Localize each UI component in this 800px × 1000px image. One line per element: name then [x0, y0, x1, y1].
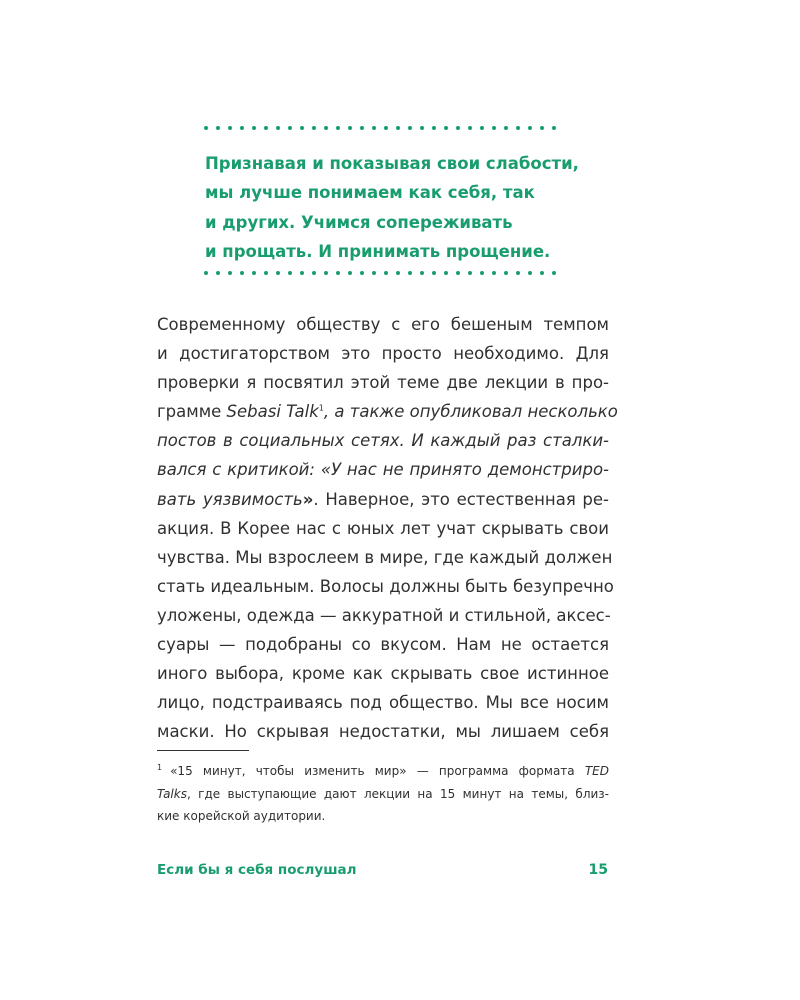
dot	[204, 271, 208, 275]
dot	[396, 271, 400, 275]
dot	[312, 271, 316, 275]
dot	[276, 271, 280, 275]
dot	[216, 126, 220, 130]
dot	[264, 271, 268, 275]
dot	[288, 271, 292, 275]
dot	[420, 271, 424, 275]
decorative-dotted-rule-top	[204, 125, 556, 131]
dot	[492, 271, 496, 275]
body-line	[157, 455, 609, 484]
dot	[540, 271, 544, 275]
body-line: акция. В Корее нас с юных лет учат скрывать свои	[157, 518, 609, 538]
dot	[480, 271, 484, 275]
dot	[324, 271, 328, 275]
body-line: чувства. Мы взрослеем в мире, где каждый должен	[157, 547, 613, 567]
dot	[408, 126, 412, 130]
body-line	[157, 485, 609, 514]
dot	[384, 126, 388, 130]
dot	[276, 126, 280, 130]
dot	[384, 271, 388, 275]
footnote	[157, 760, 609, 828]
footnote-italic-run: TED	[584, 764, 609, 778]
body-line: суары — подобраны со вкусом. Нам не остается	[157, 635, 609, 655]
dot	[540, 126, 544, 130]
body-line: уложены, одежда — аккуратной и стильной, аксес-	[157, 605, 611, 625]
dot	[348, 271, 352, 275]
pull-quote-line: мы лучше понимаем как себя, так	[205, 183, 535, 203]
dot	[528, 271, 532, 275]
pull-quote	[205, 149, 585, 266]
dot	[252, 271, 256, 275]
dot	[468, 271, 472, 275]
dot	[492, 126, 496, 130]
dot	[336, 271, 340, 275]
dot	[456, 126, 460, 130]
footnote-line: кие корейской аудитории.	[157, 809, 326, 823]
footnote-text-run: «15 минут, чтобы изменить мир» — программа формата	[170, 764, 585, 778]
dot	[348, 126, 352, 130]
body-line: стать идеальным. Волосы должны быть безупречно	[157, 576, 614, 596]
footnote-separator	[157, 750, 249, 751]
dot	[456, 271, 460, 275]
dot	[432, 126, 436, 130]
dot	[300, 126, 304, 130]
body-line: проверки я посвятил этой теме две лекции в про-	[157, 373, 609, 393]
pull-quote-line: и прощать. И принимать прощение.	[205, 241, 551, 261]
dot	[372, 271, 376, 275]
body-text-run: грамме	[157, 402, 227, 422]
body-line: постов в социальных сетях. И каждый раз сталки-	[157, 431, 609, 451]
dot	[312, 126, 316, 130]
quoted-criticism: вать уязвимость	[157, 489, 303, 509]
dot	[228, 271, 232, 275]
page-number: 15	[588, 862, 608, 878]
body-paragraph	[157, 310, 618, 746]
body-line: иного выбора, кроме как скрывать свое истинное	[157, 664, 609, 684]
decorative-dotted-rule-bottom	[204, 270, 556, 276]
footnote-line	[157, 760, 609, 783]
dot	[288, 126, 292, 130]
dot	[240, 271, 244, 275]
running-footer-book-title: Если бы я себя послушал	[157, 862, 357, 878]
dot	[396, 126, 400, 130]
dot	[300, 271, 304, 275]
body-line	[157, 397, 618, 426]
footnote-reference: 1	[318, 403, 324, 413]
dot	[420, 126, 424, 130]
dot	[252, 126, 256, 130]
dot	[516, 126, 520, 130]
body-text-run: . Наверное, это естественная ре-	[313, 489, 609, 509]
quoted-criticism: «У нас не принято демонстриро-	[320, 460, 610, 480]
dot	[432, 271, 436, 275]
dot	[504, 126, 508, 130]
pull-quote-line: Признавая и показывая свои слабости,	[205, 154, 579, 173]
body-line: и достигаторством это просто необходимо. Для	[157, 344, 609, 364]
footnote-line	[157, 783, 609, 806]
body-line: маски. Но скрывая недостатки, мы лишаем себя	[157, 722, 609, 742]
body-italic-run: , а также опубликовал несколько	[323, 402, 618, 422]
dot	[204, 126, 208, 130]
dot	[240, 126, 244, 130]
dot	[360, 271, 364, 275]
dot	[552, 271, 556, 275]
dot	[528, 126, 532, 130]
pull-quote-line: и других. Учимся сопереживать	[205, 212, 513, 232]
dot	[408, 271, 412, 275]
dot	[516, 271, 520, 275]
dot	[264, 126, 268, 130]
dot	[444, 126, 448, 130]
dot	[360, 126, 364, 130]
footnote-text-run: , где выступающие дают лекции на 15 минут на темы, близ-	[186, 786, 609, 801]
dot	[336, 126, 340, 130]
dot	[372, 126, 376, 130]
dot	[324, 126, 328, 130]
footnote-italic-run: Talks	[157, 786, 187, 801]
dot	[216, 271, 220, 275]
body-line: Современному обществу с его бешеным темпом	[157, 315, 609, 334]
dot	[504, 271, 508, 275]
program-name: Sebasi Talk	[226, 402, 319, 422]
dot	[228, 126, 232, 130]
body-italic-run: вался с критикой:	[157, 460, 321, 480]
footnote-mark: 1	[157, 763, 163, 772]
dot	[480, 126, 484, 130]
dot	[444, 271, 448, 275]
dot	[468, 126, 472, 130]
dot	[552, 126, 556, 130]
closing-quote-mark: »	[302, 489, 314, 509]
body-line: лицо, подстраиваясь под общество. Мы все носим	[157, 693, 609, 713]
